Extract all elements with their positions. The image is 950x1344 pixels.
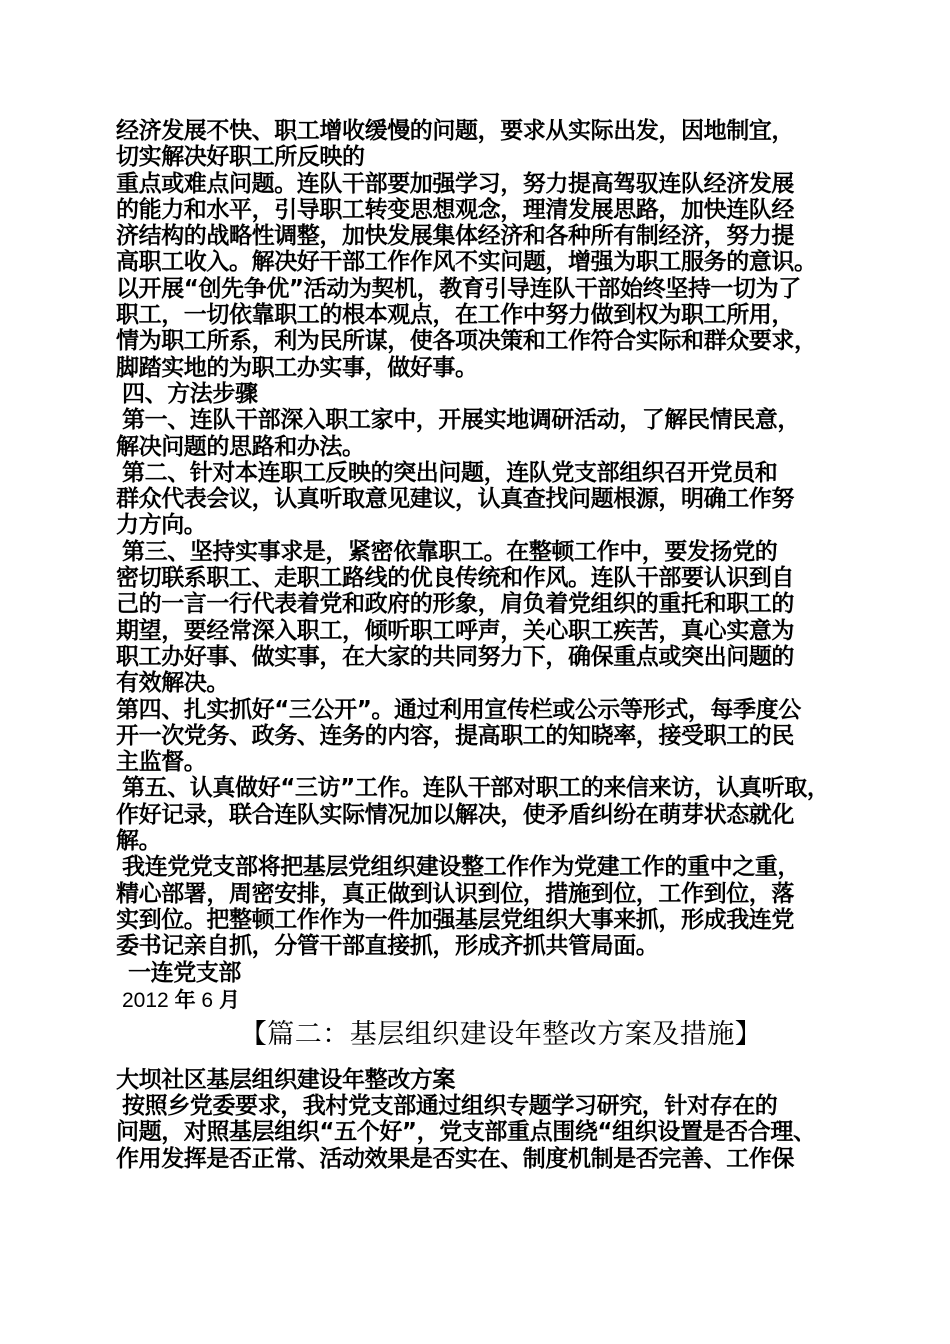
text-line: 济结构的战略性调整，加快发展集体经济和各种所有制经济，努力提 bbox=[116, 223, 795, 250]
text-line: 作好记录，联合连队实际情况加以解决，使矛盾纠纷在萌芽状态就化 bbox=[116, 801, 795, 828]
signature: 一连党支部 bbox=[128, 959, 242, 986]
text-line: 密切联系职工、走职工路线的优良传统和作风。连队干部要认识到自 bbox=[116, 565, 795, 592]
paragraph-section2 bbox=[116, 1093, 846, 1172]
paragraph-step4 bbox=[116, 697, 846, 776]
text-line: 职工办好事、做实事，在大家的共同努力下，确保重点或突出问题的 bbox=[116, 643, 795, 670]
text-line: 力方向。 bbox=[116, 512, 207, 539]
paragraph-step2 bbox=[116, 460, 846, 539]
paragraph-step3 bbox=[116, 539, 846, 697]
text-line: 主监督。 bbox=[116, 749, 207, 776]
text-line: 的能力和水平，引导职工转变思想观念，理清发展思路，加快连队经 bbox=[116, 196, 795, 223]
text-line: 群众代表会议，认真听取意见建议，认真查找问题根源，明确工作努 bbox=[116, 486, 795, 513]
text-line: 有效解决。 bbox=[116, 670, 230, 697]
text-line: 经济发展不快、职工增收缓慢的问题，要求从实际出发，因地制宜， bbox=[116, 118, 795, 144]
date-month: 6 bbox=[201, 988, 214, 1012]
text-line: 第四、扎实抓好“三公开”。通过利用宣传栏或公示等形式，每季度公 bbox=[116, 696, 801, 723]
paragraph-block1 bbox=[116, 118, 846, 381]
document-page bbox=[116, 118, 846, 1172]
date-year: 2012 bbox=[122, 988, 169, 1012]
text-line: 第一、连队干部深入职工家中，开展实地调研活动，了解民情民意， bbox=[122, 407, 801, 434]
document-date bbox=[116, 986, 846, 1015]
section-title: 大坝社区基层组织建设年整改方案 bbox=[116, 1066, 456, 1093]
text-line: 解决问题的思路和办法。 bbox=[116, 433, 365, 460]
text-line: 精心部署，周密安排，真正做到认识到位，措施到位，工作到位，落 bbox=[116, 880, 795, 907]
text-line: 按照乡党委要求，我村党支部通过组织专题学习研究，针对存在的 bbox=[122, 1093, 778, 1120]
text-line: 切实解决好职工所反映的 bbox=[116, 144, 365, 171]
text-line: 期望，要经常深入职工，倾听职工呼声，关心职工疾苦，真心实意为 bbox=[116, 617, 795, 644]
text-line: 情为职工所系，利为民所谋，使各项决策和工作符合实际和群众要求， bbox=[116, 328, 817, 355]
text-line: 高职工收入。解决好干部工作作风不实问题，增强为职工服务的意识。 bbox=[116, 249, 817, 276]
text-line: 委书记亲自抓，分管干部直接抓，形成齐抓共管局面。 bbox=[116, 933, 659, 960]
text-line: 脚踏实地的为职工办实事，做好事。 bbox=[116, 354, 478, 381]
paragraph-step5 bbox=[116, 775, 846, 854]
date-month-unit: 月 bbox=[218, 987, 240, 1012]
text-line: 第二、针对本连职工反映的突出问题，连队党支部组织召开党员和 bbox=[122, 459, 778, 486]
text-line: 以开展“创先争优”活动为契机，教育引导连队干部始终坚持一切为了 bbox=[116, 275, 801, 302]
text-line: 问题，对照基层组织“五个好”，党支部重点围绕“组织设置是否合理、 bbox=[116, 1119, 816, 1146]
text-line: 开一次党务、政务、连务的内容，提高职工的知晓率，接受职工的民 bbox=[116, 722, 795, 749]
date-year-unit: 年 bbox=[174, 987, 196, 1012]
text-line: 第五、认真做好“三访”工作。连队干部对职工的来信来访，认真听取， bbox=[122, 775, 830, 802]
text-line: 重点或难点问题。连队干部要加强学习，努力提高驾驭连队经济发展 bbox=[116, 170, 795, 197]
paragraph-closing bbox=[116, 854, 846, 959]
text-line: 作用发挥是否正常、活动效果是否实在、制度机制是否完善、工作保 bbox=[116, 1145, 795, 1172]
text-line: 职工，一切依靠职工的根本观点，在工作中努力做到权为职工所用， bbox=[116, 302, 795, 329]
text-line: 解。 bbox=[116, 828, 162, 855]
text-line: 己的一言一行代表着党和政府的形象，肩负着党组织的重托和职工的 bbox=[116, 591, 795, 618]
text-line: 实到位。把整顿工作作为一件加强基层党组织大事来抓，形成我连党 bbox=[116, 906, 795, 933]
section-heading: 【篇二：基层组织建设年整改方案及措施】 bbox=[239, 1018, 763, 1050]
heading-methods: 四、方法步骤 bbox=[122, 380, 258, 407]
paragraph-step1 bbox=[116, 407, 846, 460]
text-line: 我连党党支部将把基层党组织建设整工作作为党建工作的重中之重， bbox=[122, 854, 801, 881]
text-line: 第三、坚持实事求是，紧密依靠职工。在整顿工作中，要发扬党的 bbox=[122, 538, 778, 565]
